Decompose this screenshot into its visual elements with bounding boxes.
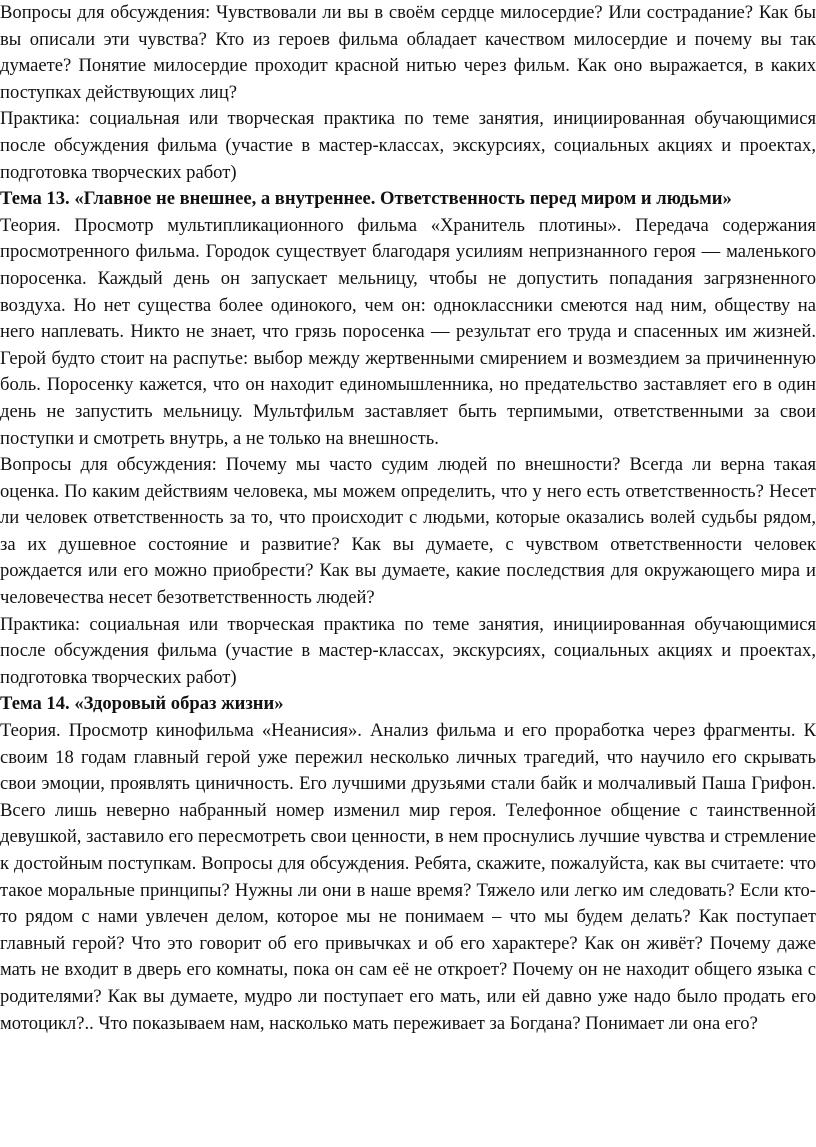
topic-13-questions-paragraph: Вопросы для обсуждения: Почему мы часто судим людей по внешности? Всегда ли верна такая оценка. По каким действиям человека, мы можем определить, что у него есть ответственность? Несет ли человек ответственность за то, что происходит с людьми, которые оказались волей судьбы рядом, за их душевное состояние и развитие? Как вы думаете, с чувством ответственности человек рождается или его можно приобрести? Как вы думаете, какие последствия для окружающего мира и человечества несет безответственность людей?: [0, 454, 816, 609]
topic-14-theory-paragraph: Теория. Просмотр кинофильма «Неанисия». Анализ фильма и его проработка через фрагменты. К своим 18 годам главный герой уже пережил несколько личных трагедий, что научило его скрывать свои эмоции, проявлять циничность. Его лучшими друзьями стали байк и молчаливый Паша Грифон. Всего лишь неверно набранный номер изменил мир героя. Телефонное общение с таинственной девушкой, заставило его пересмотреть свои ценности, в нем проснулись лучшие чувства и стремление к достойным поступкам. Вопросы для обсуждения. Ребята, скажите, пожалуйста, как вы считаете: что такое моральные принципы? Нужны ли они в наше время? Тяжело или легко им следовать? Если кто-то рядом с нами увлечен делом, которое мы не понимаем – что мы будем делать? Как поступает главный герой? Что это говорит об его привычках и об его характере? Как он живёт? Почему даже мать не входит в дверь его комнаты, пока он сам её не откроет? Почему он не находит общего языка с родителями? Как вы думаете, мудро ли поступает его мать, или ей давно уже надо было продать его мотоцикл?.. Что показываем нам, насколько мать переживает за Богдана? Понимает ли она его?: [0, 720, 816, 1034]
topic-14-heading: Тема 14. «Здоровый образ жизни»: [0, 693, 284, 715]
practice-paragraph: Практика: социальная или творческая практика по теме занятия, инициированная обучающимися после обсуждения фильма (участие в мастер-классах, экскурсиях, социальных акциях и проектах, подготовка творческих работ): [0, 108, 816, 183]
topic-13-practice-paragraph: Практика: социальная или творческая практика по теме занятия, инициированная обучающимися после обсуждения фильма (участие в мастер-классах, экскурсиях, социальных акциях и проектах, подготовка творческих работ): [0, 613, 816, 688]
topic-13-theory-paragraph: Теория. Просмотр мультипликационного фильма «Хранитель плотины». Передача содержания просмотренного фильма. Городок существует благодаря усилиям непризнанного героя — маленького поросенка. Каждый день он запускает мельницу, чтобы не допустить попадания загрязненного воздуха. Но нет существа более одинокого, чем он: одноклассники смеются над ним, обществу на него наплевать. Никто не знает, что грязь поросенка — результат его труда и спасенных им жизней. Герой будто стоит на распутье: выбор между жертвенными смирением и возмездием за причиненную боль. Поросенку кажется, что он находит единомышленника, но предательство заставляет его в один день не запустить мельницу. Мультфильм заставляет быть терпимыми, ответственными за свои поступки и смотреть внутрь, а не только на внешность.: [0, 214, 816, 449]
topic-13-heading: Тема 13. «Главное не внешнее, а внутреннее. Ответственность перед миром и людьми»: [0, 188, 732, 210]
discussion-questions-paragraph: Вопросы для обсуждения: Чувствовали ли вы в своём сердце милосердие? Или сострадание? Как бы вы описали эти чувства? Кто из героев фильма обладает качеством милосердие и почему вы так думаете? Понятие милосердие проходит красной нитью через фильм. Как оно выражается, в каких поступках действующих лиц?: [0, 2, 816, 103]
